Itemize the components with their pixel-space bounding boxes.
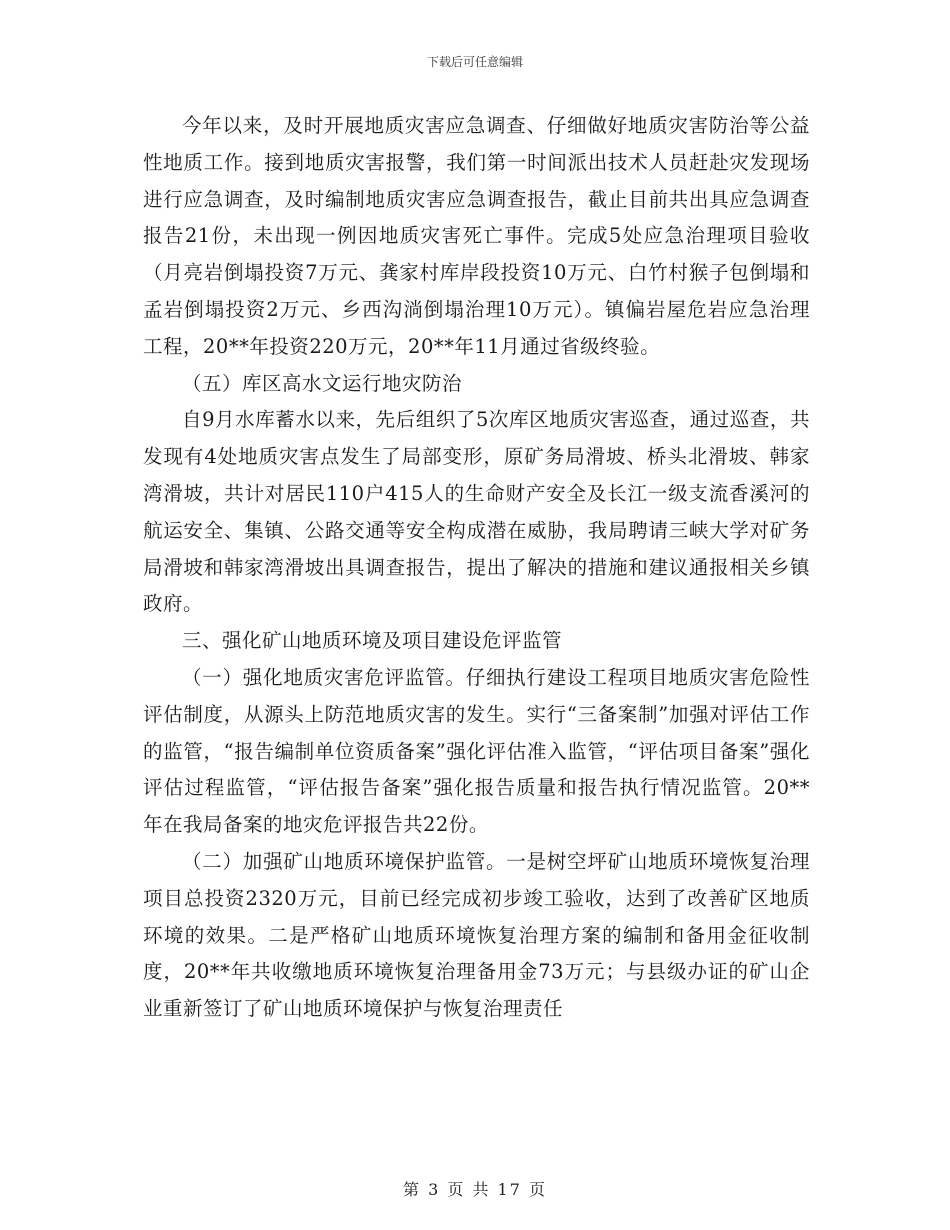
paragraph-mine-environment: （二）加强矿山地质环境保护监管。一是树空坪矿山地质环境恢复治理项目总投资2320万元，目前已经完成初步竣工验收，达到了改善矿区地质环境的效果。二是严格矿山地质环境恢复治理方案的编制和备用金征收制度，20**年共收缴地质环境恢复治理备用金73万元；与县级办证的矿山企业重新签订了矿山地质环境保护与恢复治理责任: [143, 849, 810, 1021]
paragraph-reservoir-patrol: 自9月水库蓄水以来，先后组织了5次库区地质灾害巡查，通过巡查，共发现有4处地质灾害点发生了局部变形，原矿务局滑坡、桥头北滑坡、韩家湾滑坡，共计对居民110户415人的生命财产安全及长江一级支流香溪河的航运安全、集镇、公路交通等安全构成潜在威胁，我局聘请三峡大学对矿务局滑坡和韩家湾滑坡出具调查报告，提出了解决的措施和建议通报相关乡镇政府。: [143, 408, 810, 616]
section-heading-mine-supervision: 三、强化矿山地质环境及项目建设危评监管: [182, 629, 563, 653]
header-note: 下载后可任意编辑: [426, 55, 523, 69]
section-heading-reservoir: （五）库区高水文运行地灾防治: [182, 371, 463, 395]
page-number-footer: 第 3 页 共 17 页: [403, 1180, 547, 1199]
paragraph-emergency-survey: 今年以来，及时开展地质灾害应急调查、仔细做好地质灾害防治等公益性地质工作。接到地质灾害报警，我们第一时间派出技术人员赶赴灾发现场进行应急调查，及时编制地质灾害应急调查报告，截止目前共出具应急调查报告21份，未出现一例因地质灾害死亡事件。完成5处应急治理项目验收（月亮岩倒塌投资7万元、龚家村库岸段投资10万元、白竹村猴子包倒塌和孟岩倒塌投资2万元、乡西沟淌倒塌治理10万元）。镇偏岩屋危岩应急治理工程，20**年投资220万元，20**年11月通过省级终验。: [143, 114, 810, 358]
paragraph-risk-assessment: （一）强化地质灾害危评监管。仔细执行建设工程项目地质灾害危险性评估制度，从源头上防范地质灾害的发生。实行“三备案制”加强对评估工作的监管，“报告编制单位资质备案”强化评估准入监管，“评估项目备案”强化评估过程监管，“评估报告备案”强化报告质量和报告执行情况监管。20**年在我局备案的地灾危评报告共22份。: [143, 665, 810, 837]
document-body: [143, 108, 810, 1028]
